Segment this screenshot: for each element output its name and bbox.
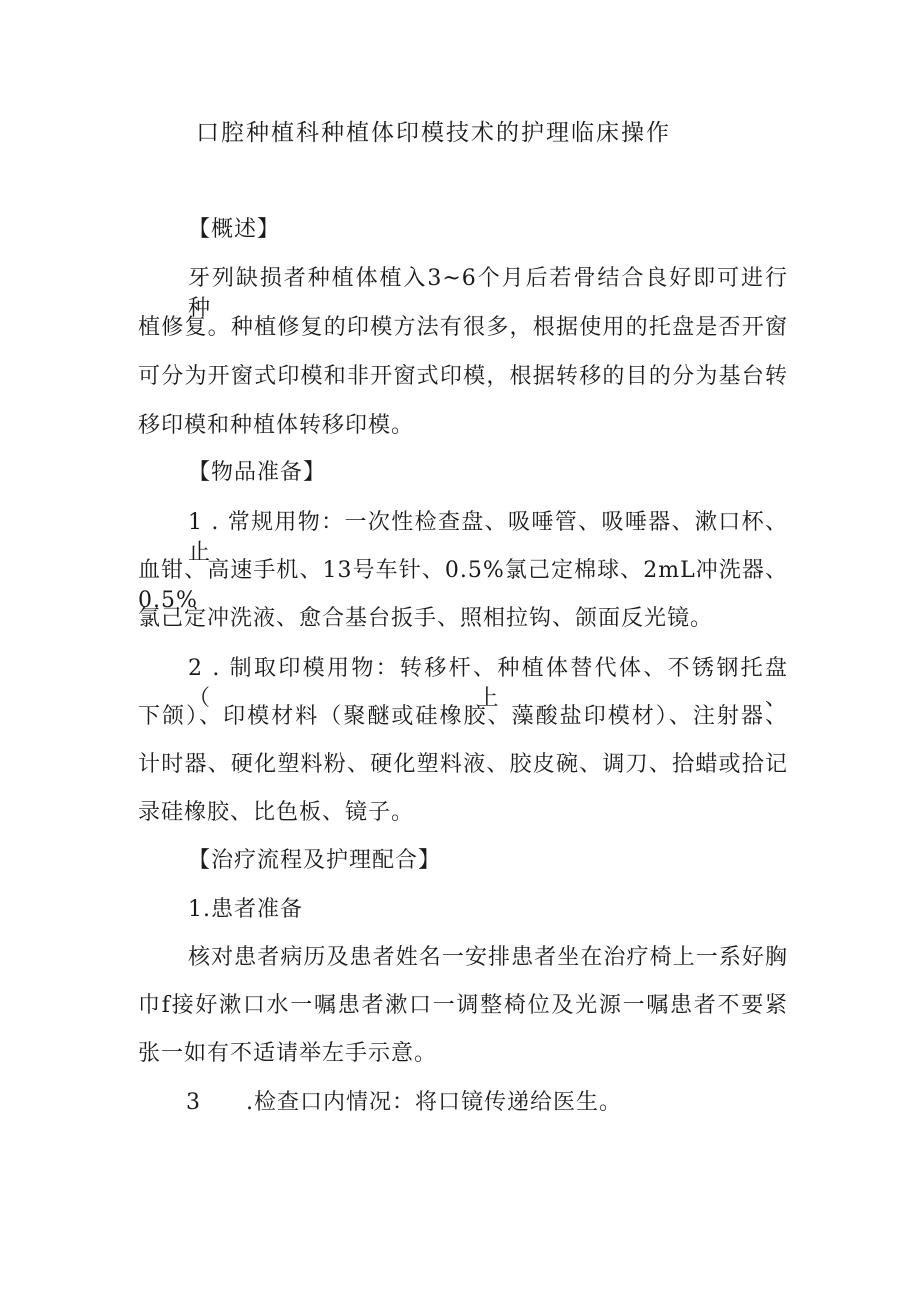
overview-line-1: 牙列缺损者种植体植入3~6个月后若骨结合良好即可进行种 (188, 266, 788, 321)
item1-line-2: 血钳、高速手机、13号车针、0.5%氯己定棉球、2mL冲洗器、0.5% (138, 558, 788, 613)
step3-number: 3 (186, 1090, 201, 1115)
item1-line-3: 氯己定冲洗液、愈合基台扳手、照相拉钩、颌面反光镜。 (138, 606, 714, 631)
overview-line-3: 可分为开窗式印模和非开窗式印模，根据转移的目的分为基台转 (138, 364, 788, 389)
page-title: 口腔种植科种植体印模技术的护理临床操作 (196, 120, 671, 146)
step1-line-3: 张一如有不适请举左手示意。 (138, 1041, 438, 1066)
step1-title: 1.患者准备 (188, 897, 303, 922)
item1-line-1: 1 . 常规用物：一次性检查盘、吸唾管、吸唾器、漱口杯、止 (188, 510, 788, 565)
step3-text: .检查口内情况：将口镜传递给医生。 (246, 1090, 622, 1115)
item2-line-3: 计时器、硬化塑料粉、硬化塑料液、胶皮碗、调刀、拾蜡或拾记 (138, 752, 788, 777)
step1-line-2: 巾f接好漱口水一嘱患者漱口一调整椅位及光源一嘱患者不要紧 (138, 993, 788, 1018)
step1-line-1: 核对患者病历及患者姓名一安排患者坐在治疗椅上一系好胸 (188, 945, 788, 970)
overview-heading: 【概述】 (188, 217, 281, 242)
overview-line-2: 植修复。种植修复的印模方法有很多，根据使用的托盘是否开窗 (138, 315, 788, 340)
overview-line-4: 移印模和种植体转移印模。 (138, 413, 415, 438)
item2-line-1: 2 . 制取印模用物：转移杆、种植体替代体、不锈钢托盘（上、 (188, 656, 788, 711)
item2-line-4: 录硅橡胶、比色板、镜子。 (138, 800, 415, 825)
treatment-heading: 【治疗流程及护理配合】 (188, 848, 442, 873)
items-prep-heading: 【物品准备】 (188, 460, 327, 485)
item2-line-2: 下颌）、印模材料（聚醚或硅橡胶、藻酸盐印模材）、注射器、 (138, 704, 788, 729)
